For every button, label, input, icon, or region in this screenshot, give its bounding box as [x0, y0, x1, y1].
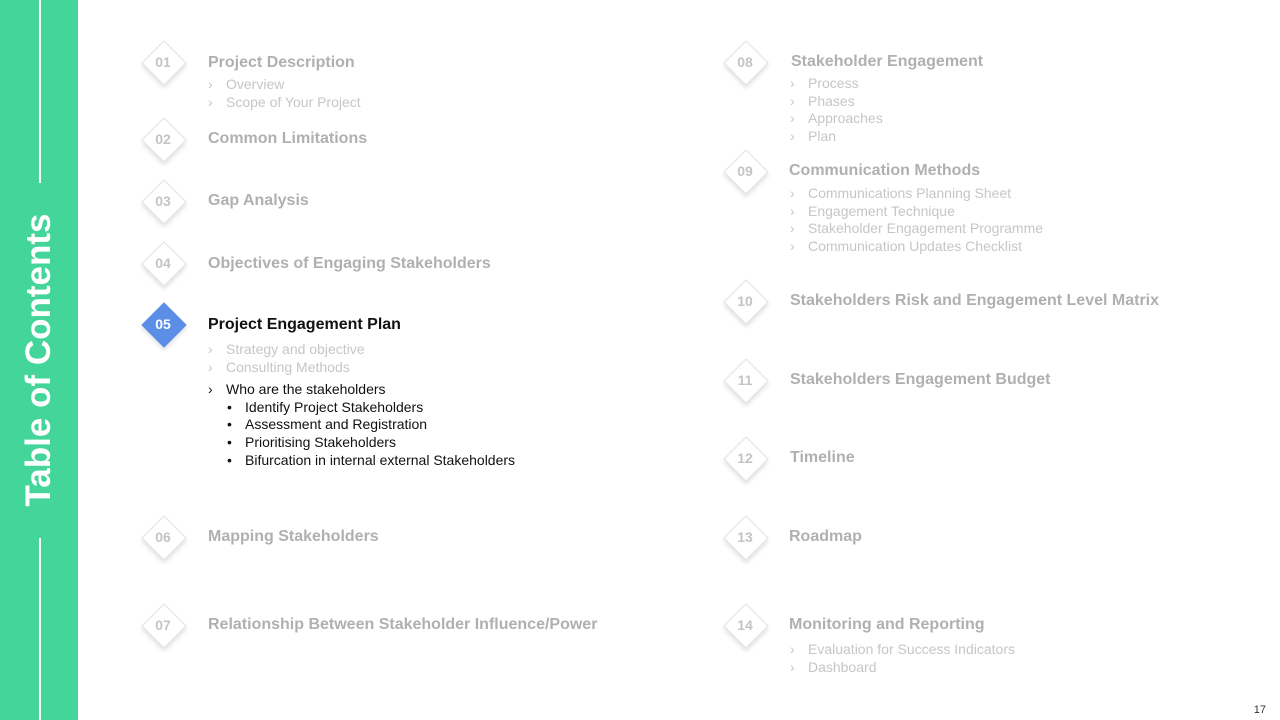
chevron-right-icon: › — [208, 94, 213, 110]
item-number: 01 — [155, 54, 171, 70]
item-title: Project Description — [208, 54, 355, 71]
item-number: 14 — [737, 617, 753, 633]
sidebar-line-top — [39, 0, 41, 183]
item-title: Gap Analysis — [208, 192, 309, 209]
chevron-right-icon: › — [208, 76, 213, 92]
bullet-dot-icon: • — [227, 399, 232, 415]
item-title: Mapping Stakeholders — [208, 528, 379, 545]
sub-item: › Engagement Technique — [790, 203, 955, 219]
item-title: Common Limitations — [208, 130, 368, 147]
item-title: Roadmap — [789, 528, 862, 545]
sub-item: › Communications Planning Sheet — [790, 185, 1012, 201]
sub-item: › Approaches — [790, 110, 883, 126]
sidebar-title: Table of Contents — [19, 213, 58, 507]
item-title: Project Engagement Plan — [208, 316, 401, 333]
item-number: 06 — [155, 529, 171, 545]
bullet-dot-icon: • — [227, 434, 232, 450]
sub-item: › Communication Updates Checklist — [790, 238, 1022, 254]
chevron-right-icon: › — [790, 641, 795, 657]
item-title: Relationship Between Stakeholder Influence/Power — [208, 616, 598, 633]
chevron-right-icon: › — [790, 659, 795, 675]
bullet-item: • Bifurcation in internal external Stakeholders — [227, 452, 516, 468]
sidebar-line-bottom — [39, 538, 41, 720]
sub-item: › Scope of Your Project — [208, 94, 361, 110]
item-number: 08 — [737, 54, 753, 70]
chevron-right-icon: › — [208, 341, 213, 357]
sub-item: › Consulting Methods — [208, 359, 350, 375]
sub-item: › Who are the stakeholders — [208, 381, 386, 397]
sub-item: › Evaluation for Success Indicators — [790, 641, 1015, 657]
chevron-right-icon: › — [790, 220, 795, 236]
sub-item: › Phases — [790, 93, 855, 109]
item-number: 10 — [737, 293, 753, 309]
item-number: 07 — [155, 617, 171, 633]
item-title: Communication Methods — [789, 162, 981, 179]
sub-item: › Process — [790, 75, 859, 91]
item-number: 05 — [155, 316, 171, 332]
chevron-right-icon: › — [790, 203, 795, 219]
item-number: 12 — [737, 450, 753, 466]
item-title: Stakeholders Engagement Budget — [790, 371, 1051, 388]
sub-item: › Strategy and objective — [208, 341, 365, 357]
bullet-item: • Prioritising Stakeholders — [227, 434, 396, 450]
item-number: 04 — [155, 255, 171, 271]
sub-item: › Plan — [790, 128, 837, 144]
item-title: Monitoring and Reporting — [789, 616, 985, 633]
bullet-item: • Assessment and Registration — [227, 416, 428, 432]
item-number: 02 — [155, 131, 171, 147]
bullet-item: • Identify Project Stakeholders — [227, 399, 424, 415]
chevron-right-icon: › — [790, 93, 795, 109]
chevron-right-icon: › — [790, 185, 795, 201]
sidebar — [0, 0, 78, 720]
chevron-right-icon: › — [208, 381, 213, 397]
sub-item: › Overview — [208, 76, 285, 92]
chevron-right-icon: › — [790, 128, 795, 144]
item-number: 11 — [737, 372, 753, 388]
sub-item: › Dashboard — [790, 659, 877, 675]
chevron-right-icon: › — [790, 238, 795, 254]
item-title: Stakeholder Engagement — [791, 53, 984, 70]
chevron-right-icon: › — [208, 359, 213, 375]
bullet-dot-icon: • — [227, 452, 232, 468]
chevron-right-icon: › — [790, 110, 795, 126]
sub-item: › Stakeholder Engagement Programme — [790, 220, 1044, 236]
item-number: 09 — [737, 163, 753, 179]
chevron-right-icon: › — [790, 75, 795, 91]
item-number: 13 — [737, 529, 753, 545]
item-title: Timeline — [790, 449, 855, 466]
page-number: 17 — [1253, 704, 1266, 716]
item-title: Objectives of Engaging Stakeholders — [208, 255, 491, 272]
item-number: 03 — [155, 193, 171, 209]
item-title: Stakeholders Risk and Engagement Level Matrix — [790, 292, 1160, 309]
bullet-dot-icon: • — [227, 416, 232, 432]
